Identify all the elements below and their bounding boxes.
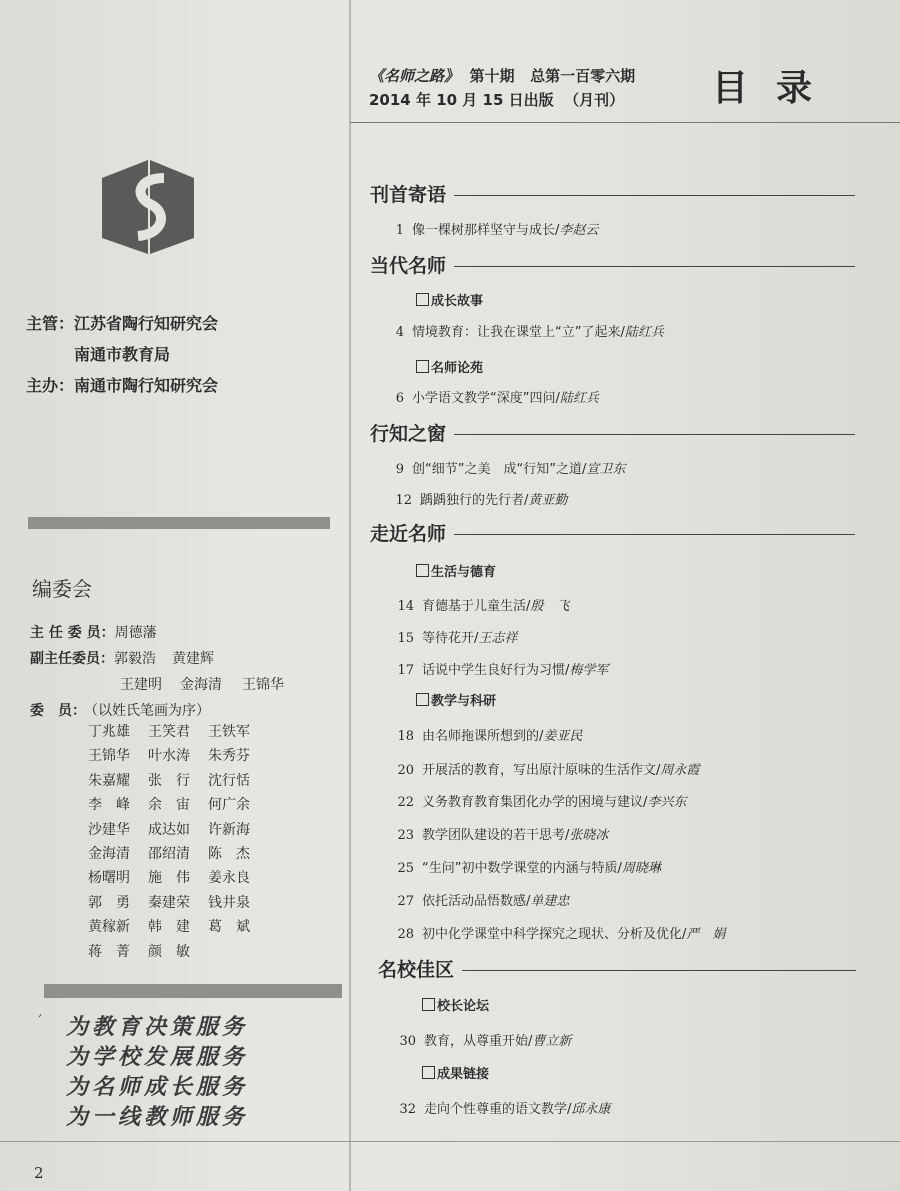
member-name: 朱秀芬 <box>208 748 250 765</box>
member-name: 李 峰 <box>88 797 130 814</box>
entry-page: 32 <box>399 1102 416 1117</box>
entry-author: 陆红兵 <box>624 325 664 340</box>
members-list <box>88 720 268 964</box>
toc-subsection <box>416 357 483 376</box>
toc-section <box>370 419 855 446</box>
board-title: 编委会 <box>32 577 92 601</box>
toc-entry[interactable] <box>370 458 625 477</box>
deputy-name: 黄建辉 <box>172 651 214 667</box>
section-rule <box>454 434 855 435</box>
member-row <box>88 793 268 817</box>
entry-author: 宣卫东 <box>586 462 626 477</box>
entry-page: 6 <box>395 391 404 406</box>
toc-section <box>378 955 856 982</box>
member-name: 余 宙 <box>148 797 190 814</box>
mark-glyph: ˊ <box>36 1014 43 1030</box>
checkbox-icon <box>416 693 429 706</box>
member-name: 王笑君 <box>148 724 190 740</box>
toc-subsection <box>416 690 496 709</box>
entry-title: “生问”初中数学课堂的内涵与特质/ <box>422 861 622 876</box>
member-row <box>88 891 268 915</box>
section-title: 名校佳区 <box>378 959 455 981</box>
deputy-name: 王锦华 <box>242 677 284 693</box>
slogan: 为一线教师服务 <box>66 1105 249 1130</box>
toc-section <box>370 251 855 278</box>
subsection-label: 成果链接 <box>437 1067 490 1082</box>
deputy-label: 副主任委员： <box>30 651 114 667</box>
member-name: 葛 斌 <box>208 919 250 936</box>
entry-author: 周晓琳 <box>621 861 661 876</box>
entry-title: 由名师拖课所想到的/ <box>422 729 544 744</box>
page-number: 2 <box>34 1164 44 1182</box>
director-name: 周德藩 <box>114 625 157 641</box>
member-name: 钱井泉 <box>208 894 250 911</box>
member-name: 金海清 <box>88 846 130 863</box>
member-name: 许新海 <box>208 821 250 838</box>
deputy-name: 金海清 <box>180 677 222 693</box>
toc-entry[interactable] <box>380 659 608 678</box>
entry-page: 4 <box>395 325 404 340</box>
toc-entry[interactable] <box>380 923 725 942</box>
member-name: 朱嘉耀 <box>88 772 130 789</box>
member-row <box>88 842 268 866</box>
entry-title: 小学语文教学“深度”四问/ <box>412 391 560 406</box>
subsection-label: 校长论坛 <box>437 999 490 1014</box>
checkbox-icon <box>416 293 429 306</box>
entry-title: 话说中学生良好行为习惯/ <box>422 663 570 678</box>
entry-page: 17 <box>397 663 414 678</box>
entry-title: 义务教育教育集团化办学的困境与建议/ <box>422 795 648 810</box>
journal-name: 《名师之路》 <box>369 67 460 85</box>
issue-number: 第十期 <box>469 67 515 85</box>
section-title: 当代名师 <box>370 255 447 277</box>
divider-bar <box>28 517 330 529</box>
toc-subsection <box>422 995 489 1014</box>
member-row <box>88 744 268 768</box>
slogan: 为名师成长服务 <box>66 1075 249 1100</box>
toc-subsection <box>416 290 483 309</box>
entry-page: 30 <box>399 1034 416 1049</box>
entry-author: 黄亚勤 <box>528 493 568 508</box>
member-name: 蒋 菁 <box>88 943 130 960</box>
member-name: 郭 勇 <box>88 894 130 911</box>
entry-title: 依托活动品悟数感/ <box>422 894 531 909</box>
header-rule <box>350 122 900 123</box>
entry-title: 像一棵树那样坚守与成长/ <box>412 223 560 238</box>
section-rule <box>454 266 855 267</box>
slogan: 为学校发展服务 <box>66 1045 249 1070</box>
subsection-label: 教学与科研 <box>431 694 497 709</box>
entry-page: 9 <box>395 462 404 477</box>
toc-subsection <box>422 1063 489 1082</box>
organizer-label: 主办： <box>26 376 75 395</box>
entry-author: 殷 飞 <box>530 599 570 614</box>
masthead <box>369 64 635 112</box>
section-rule <box>454 534 855 535</box>
supervisor-name: 江苏省陶行知研究会 <box>74 314 219 333</box>
section-rule <box>462 970 856 971</box>
entry-page: 12 <box>395 493 412 508</box>
entry-page: 20 <box>397 763 414 778</box>
entry-author: 王志祥 <box>478 631 518 646</box>
member-name: 秦建荣 <box>148 894 190 911</box>
member-name: 叶水涛 <box>148 748 190 765</box>
board-leaders <box>30 620 284 724</box>
entry-page: 14 <box>397 599 414 614</box>
supervisor-name: 南通市教育局 <box>74 345 171 364</box>
member-name: 韩 建 <box>148 919 190 936</box>
entry-title: 走向个性尊重的语文教学/ <box>424 1102 572 1117</box>
member-name: 施 伟 <box>148 870 190 887</box>
slogan: 为教育决策服务 <box>66 1015 249 1040</box>
entry-author: 李兴东 <box>647 795 687 810</box>
toc-entry[interactable] <box>380 627 517 646</box>
toc-entry[interactable] <box>370 321 664 340</box>
section-title: 行知之窗 <box>370 423 447 445</box>
checkbox-icon <box>416 564 429 577</box>
entry-title: 情境教育：让我在课堂上“立”了起来/ <box>412 325 625 340</box>
entry-page: 27 <box>397 894 414 909</box>
section-rule <box>454 195 855 196</box>
entry-page: 23 <box>397 828 414 843</box>
entry-author: 陆红兵 <box>559 391 599 406</box>
entry-author: 姜亚民 <box>543 729 583 744</box>
entry-page: 15 <box>397 631 414 646</box>
member-name: 沙建华 <box>88 821 130 838</box>
toc-entry[interactable] <box>382 1030 571 1049</box>
subsection-label: 名师论苑 <box>431 361 484 376</box>
toc-entry[interactable] <box>382 1098 610 1117</box>
member-name: 黄稼新 <box>88 919 130 936</box>
publish-date: 2014 年 10 月 15 日出版 <box>369 91 554 109</box>
entry-title: 踽踽独行的先行者/ <box>420 493 529 508</box>
member-row <box>88 769 268 793</box>
member-name: 邵绍清 <box>148 846 190 863</box>
subsection-label: 生活与德育 <box>431 565 497 580</box>
entry-author: 单建忠 <box>530 894 570 909</box>
journal-logo-icon <box>98 156 198 260</box>
section-title: 走近名师 <box>370 523 447 545</box>
frequency: （月刊） <box>564 91 625 109</box>
toc-section <box>370 519 855 546</box>
toc-entry[interactable] <box>370 387 599 406</box>
member-name: 成达如 <box>148 821 190 838</box>
entry-title: 教学团队建设的若干思考/ <box>422 828 570 843</box>
entry-page: 18 <box>397 729 414 744</box>
member-row <box>88 720 268 744</box>
toc-entry[interactable] <box>380 759 699 778</box>
entry-title: 创“细节”之美 成“行知”之道/ <box>412 462 587 477</box>
entry-author: 曹立新 <box>532 1034 572 1049</box>
member-row <box>88 940 268 964</box>
member-name: 王铁军 <box>208 724 250 740</box>
member-name: 丁兆雄 <box>88 724 130 740</box>
entry-title: 初中化学课堂中科学探究之现状、分析及优化/ <box>422 927 687 942</box>
entry-title: 教育，从尊重开始/ <box>424 1034 533 1049</box>
checkbox-icon <box>416 360 429 373</box>
slogans <box>66 1013 248 1133</box>
total-issue: 总第一百零六期 <box>530 67 636 85</box>
member-name: 何广余 <box>208 797 250 814</box>
entry-author: 张晓冰 <box>569 828 609 843</box>
divider-bar <box>44 984 342 998</box>
toc-entry[interactable] <box>380 725 582 744</box>
member-name: 张 行 <box>148 772 190 789</box>
entry-author: 邱永康 <box>571 1102 611 1117</box>
entry-title: 开展活的教育，写出原汁原味的生活作文/ <box>422 763 661 778</box>
entry-page: 28 <box>397 927 414 942</box>
toc-entry[interactable] <box>370 219 598 238</box>
member-row <box>88 915 268 939</box>
organizer-name: 南通市陶行知研究会 <box>74 376 219 395</box>
deputy-name: 郭毅浩 <box>114 651 156 667</box>
supervisor-label: 主管： <box>26 314 75 333</box>
subsection-label: 成长故事 <box>431 294 484 309</box>
entry-author: 周永霞 <box>660 763 700 778</box>
entry-page: 22 <box>397 795 414 810</box>
member-name: 王锦华 <box>88 748 130 765</box>
member-name: 陈 杰 <box>208 846 250 863</box>
toc-entry[interactable] <box>380 595 569 614</box>
member-name: 杨曙明 <box>88 870 130 887</box>
member-name: 颜 敏 <box>148 943 190 960</box>
member-row <box>88 866 268 890</box>
section-title: 刊首寄语 <box>370 184 447 206</box>
deputy-name: 王建明 <box>120 677 162 693</box>
director-label: 主 任 委 员： <box>30 625 115 641</box>
toc-title: 目录 <box>712 68 841 109</box>
member-name: 沈行恬 <box>208 772 250 789</box>
entry-title: 等待花开/ <box>422 631 479 646</box>
spine-divider <box>349 0 351 1191</box>
entry-page: 1 <box>395 223 404 238</box>
entry-title: 育德基于儿童生活/ <box>422 599 531 614</box>
checkbox-icon <box>422 1066 435 1079</box>
entry-author: 李赵云 <box>559 223 599 238</box>
member-name: 姜永良 <box>208 870 250 887</box>
member-row <box>88 818 268 842</box>
toc-section <box>370 180 855 207</box>
checkbox-icon <box>422 998 435 1011</box>
toc-entry[interactable] <box>380 824 608 843</box>
sponsor-block <box>26 308 218 401</box>
toc-entry[interactable] <box>380 791 686 810</box>
toc-entry[interactable] <box>378 489 567 508</box>
entry-author: 梅学军 <box>569 663 609 678</box>
members-note: （以姓氏笔画为序） <box>84 703 210 719</box>
members-label: 委 员： <box>30 703 86 719</box>
entry-author: 严 娟 <box>686 927 726 942</box>
bottom-rule <box>0 1141 900 1142</box>
toc-entry[interactable] <box>380 890 569 909</box>
toc-subsection <box>416 561 496 580</box>
toc-entry[interactable] <box>380 857 661 876</box>
entry-page: 25 <box>397 861 414 876</box>
